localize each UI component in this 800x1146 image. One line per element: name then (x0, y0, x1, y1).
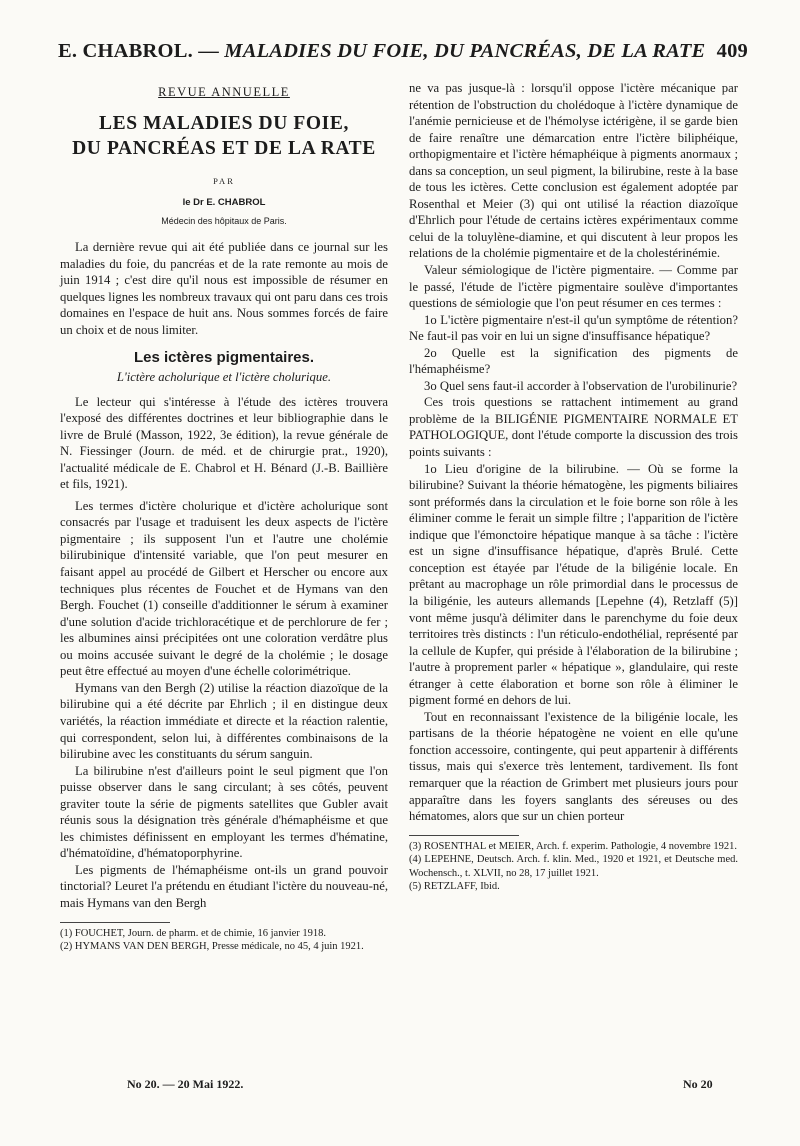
left-column (60, 80, 388, 954)
paragraph: Les pigments de l'hémaphéisme ont-ils un grand pouvoir tinctorial? Leuret l'a prétendu en étudiant l'ictère du nouveau-né, mais Hymans van den Bergh (60, 862, 388, 910)
right-column (409, 80, 738, 894)
header-title: MALADIES DU FOIE, DU PANCRÉAS, DE LA RATE (224, 40, 706, 62)
footnote: (3) ROSENTHAL et MEIER, Arch. f. experim. Pathologie, 4 novembre 1921. (409, 840, 737, 852)
footnote-rule (409, 835, 519, 836)
paragraph: La bilirubine n'est d'ailleurs point le seul pigment que l'on puisse observer dans le sang circulant; à ses côtés, peuvent graviter toute la série de pigments satellites que Gubler avait réunis sous la désignation très générale d'hémaphéisme et que les chimistes définissent en employant les termes d'hématine, d'hématoïdine, d'hématoporphyrine. (60, 763, 388, 861)
subsection-paragraph: Valeur sémiologique de l'ictère pigmentaire. — Comme par le passé, l'étude de l'ictère pigmentaire soulève d'importantes questions de sémiologie que l'on peut résumer en ces termes : (409, 263, 738, 311)
header-author: E. CHABROL. — (58, 40, 219, 62)
footnote: (4) LEPEHNE, Deutsch. Arch. f. klin. Med., 1920 et 1921, et Deutsche med. Wochensch., t. XLVII, no 28, 17 juillet 1921. (409, 854, 738, 879)
author-byline: le Dr E. CHABROL (182, 197, 266, 209)
running-header (58, 40, 748, 63)
revue-kicker: REVUE ANNUELLE (158, 85, 290, 99)
article-title-line2: DU PANCRÉAS ET DE LA RATE (72, 137, 376, 159)
paragraph: 1o Lieu d'origine de la bilirubine. — Où se forme la bilirubine? Suivant la théorie hématogène, les pigments biliaires sont préformés dans la circulation et le foie borne son rôle à les éliminer comme le ferait un simple filtre ; l'apparition de l'ictère indique que l'émonctoire hépatique manque à sa tâche : l'ictère est un signe d'insuffisance hépatique, d'après Brulé. Cette conception est étayée par l'étude de la biligénie locale. En prêtant au macrophage un rôle primordial dans le processus de la biligénie, les auteurs allemands [Lepehne (4), Retzlaff (5)] vont même jusqu'à délimiter dans le parenchyme du foie deux territoires très distincts : l'un réticulo-endothélial, représenté par la cellule de Kupfer, qui préside à l'élaboration de la bilirubine ; l'autre à proprement parler « hépatique », glandulaire, qui reste étranger à cette élaboration et borne son rôle à éliminer le pigment formé en dehors de lui. (409, 461, 738, 708)
section-subtitle: L'ictère acholurique et l'ictère cholurique. (116, 370, 332, 385)
question-1: 1o L'ictère pigmentaire n'est-il qu'un symptôme de rétention? Ne faut-il pas voir en lui un signe d'insuffisance hépatique? (409, 312, 738, 344)
footnote: (2) HYMANS VAN DEN BERGH, Presse médicale, no 45, 4 juin 1921. (60, 941, 364, 953)
issue-number: No 20 (683, 1077, 713, 1091)
author-affiliation: Médecin des hôpitaux de Paris. (161, 215, 287, 226)
par-label: PAR (213, 175, 235, 186)
section-title: Les ictères pigmentaires. (133, 349, 315, 367)
footnote-rule (60, 922, 170, 923)
question-3: 3o Quel sens faut-il accorder à l'observation de l'urobilinurie? (424, 378, 738, 393)
paragraph: Ces trois questions se rattachent intimement au grand problème de la BILIGÉNIE PIGMENTAIRE NORMALE ET PATHOLOGIQUE, dont l'étude comporte la discussion des trois points suivants : (409, 395, 738, 460)
question-2: 2o Quelle est la signification des pigments de l'hémaphéisme? (409, 345, 738, 377)
footnote: (1) FOUCHET, Journ. de pharm. et de chimie, 16 janvier 1918. (60, 927, 327, 939)
footnote: (5) RETZLAFF, Ibid. (409, 881, 500, 893)
page-number: 409 (716, 40, 748, 62)
article-title-line1: LES MALADIES DU FOIE, (99, 112, 349, 134)
paragraph: Tout en reconnaissant l'existence de la biligénie locale, les partisans de la théorie hépatogène ne voient en elle qu'une fonction accessoire, contingente, qui peut appartenir à différents tissus, mais qui s'exerce très lentement, tardivement. Ils font remarquer que la réaction de Grimbert met plusieurs jours pour apparaître dans les foyers sanglants des séreuses ou des hématomes, alors que sur un chien porteur (409, 709, 738, 824)
intro-paragraph: La dernière revue qui ait été publiée dans ce journal sur les maladies du foie, du pancréas et de la rate remonte au mois de juin 1914 ; c'est dire qu'il nous est impossible de résumer en quelques lignes les nombreux travaux qui ont paru dans ces trois domaines en l'espace de huit ans. Nous sommes forcés de faire un choix et de nous limiter. (60, 240, 388, 337)
paragraph: Le lecteur qui s'intéresse à l'étude des ictères trouvera l'exposé des différentes doctrines et leur bibliographie dans le livre de Brulé (Masson, 1922, 3e édition), la revue générale de N. Fiessinger (Journ. de méd. et de chirurgie prat., 1920), l'actualité médicale de E. Chabrol et H. Bénard (J.-B. Baillière et fils, 1921). (60, 394, 388, 492)
paragraph: Hymans van den Bergh (2) utilise la réaction diazoïque de la bilirubine qui a été décrite par Ehrlich ; il en distingue deux variétés, la réaction immédiate et directe et la réaction ralentie, qui correspondent, selon lui, à différentes combinaisons de la bilirubine avec les constituants du sérum sanguin. (60, 680, 388, 762)
issue-line: No 20. — 20 Mai 1922. (127, 1077, 244, 1091)
paragraph: ne va pas jusque-là : lorsqu'il oppose l'ictère mécanique par rétention de l'obstruction du cholédoque à l'ictère dynamique de l'anémie pernicieuse et de l'hémolyse ictérigène, il se garde bien de faire renaître une démarcation entre l'ictère biliphéique, orthopigmentaire et l'ictère hémaphéique à pigments anormaux ; dans sa conception, un seul pigment, la bilirubine, reste à la base de tous les ictères. Cette conclusion est également adoptée par Rosenthal et Meier (3) qui ont utilisé la réaction diazoïque d'Ehrlich pour l'étude de certains ictères expérimentaux comme celui de la toluylène-diamine, et qui discutent à leur propos les relations de la cholémie pigmentaire et de la cholestérinémie. (409, 81, 738, 261)
paragraph: Les termes d'ictère cholurique et d'ictère acholurique sont consacrés par l'usage et traduisent les deux aspects de l'ictère pigmentaire ; ils supposent l'un et l'autre une cholémie bilirubinique d'intensité variable, que l'on peut mesurer en faisant appel au procédé de Gilbert et Herscher ou encore aux techniques plus récentes de Fouchet et de Hymans van den Bergh. Fouchet (1) conseille d'additionner le sérum à examiner d'une solution d'acide trichloracétique et de perchlorure de fer ; les albumines ainsi précipitées ont une coloration verdâtre plus ou moins accusée suivant le degré de la cholémie ; le dosage peut être effectué au moyen d'une échelle colorimétrique. (60, 498, 388, 679)
